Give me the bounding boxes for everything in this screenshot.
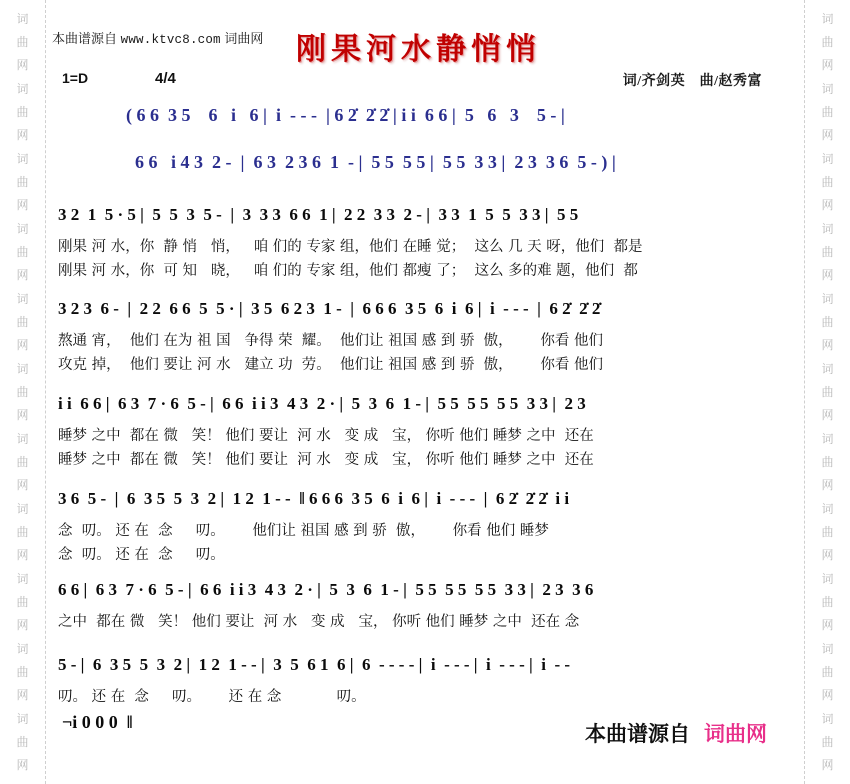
watermark-block bbox=[805, 358, 850, 426]
watermark-char: 网 bbox=[16, 197, 29, 212]
watermark-char: 词 bbox=[16, 82, 29, 96]
ending-measure: ¬i 0 0 0 ‖ bbox=[62, 712, 133, 732]
watermark-char: 网 bbox=[16, 337, 29, 352]
note-row: 5 - | 6 3 5 5 3 2 | 1 2 1 - - | 3 5 6 1 6 | 6 - - - - | i - - - | i - - - | i - - bbox=[58, 655, 571, 674]
footer-credit bbox=[585, 718, 767, 748]
watermark-char: 词 bbox=[821, 152, 834, 166]
watermark-char: 曲 bbox=[821, 244, 834, 259]
watermark-block bbox=[0, 218, 45, 286]
watermark-block bbox=[805, 568, 850, 636]
source-url-text: www.ktvc8.com bbox=[120, 33, 221, 47]
footer-brand: 词曲网 bbox=[704, 722, 767, 746]
watermark-char: 网 bbox=[821, 547, 834, 562]
watermark-char: 网 bbox=[821, 337, 834, 352]
watermark-char: 网 bbox=[16, 57, 29, 72]
time-signature: 4/4 bbox=[155, 70, 176, 87]
watermark-block bbox=[0, 708, 45, 776]
watermark-char: 曲 bbox=[16, 104, 29, 119]
watermark-block bbox=[805, 78, 850, 146]
watermark-char: 曲 bbox=[16, 524, 29, 539]
watermark-char: 网 bbox=[821, 57, 834, 72]
watermark-block bbox=[0, 638, 45, 706]
watermark-char: 词 bbox=[821, 572, 834, 586]
watermark-block bbox=[0, 428, 45, 496]
lyric-row-verse1: 叨。 还 在 念 叨。 还 在 念 叨。 bbox=[58, 689, 366, 705]
watermark-rail-left bbox=[0, 0, 46, 784]
watermark-char: 网 bbox=[16, 617, 29, 632]
watermark-char: 曲 bbox=[16, 314, 29, 329]
watermark-char: 曲 bbox=[821, 594, 834, 609]
watermark-char: 曲 bbox=[821, 454, 834, 469]
lyric-row-verse1: 念 叨。 还 在 念 叨。 他们让 祖国 感 到 骄 傲， 你看 他们 睡梦 bbox=[58, 523, 549, 539]
watermark-block bbox=[0, 568, 45, 636]
footer-text: 本曲谱源自 bbox=[585, 722, 690, 746]
watermark-char: 网 bbox=[16, 547, 29, 562]
watermark-block bbox=[805, 638, 850, 706]
watermark-char: 曲 bbox=[821, 174, 834, 189]
watermark-char: 曲 bbox=[16, 734, 29, 749]
lyric-row-verse1: 刚果 河 水，你 静 悄 悄， 咱 们的 专家 组，他们 在睡 觉； 这么 几 天 呀，他们 都是 bbox=[58, 239, 643, 255]
watermark-char: 曲 bbox=[16, 664, 29, 679]
watermark-block bbox=[805, 148, 850, 216]
source-site-text: 词曲网 bbox=[224, 31, 264, 46]
note-row: 6 6 | 6 3 7 · 6 5 - | 6 6 i i 3 4 3 2 · | 5 3 6 1 - | 5 5 5 5 5 5 3 3 | 2 3 3 6 bbox=[58, 580, 594, 599]
watermark-char: 词 bbox=[16, 292, 29, 306]
watermark-block bbox=[805, 288, 850, 356]
watermark-char: 曲 bbox=[821, 104, 834, 119]
watermark-char: 词 bbox=[16, 572, 29, 586]
watermark-block bbox=[805, 218, 850, 286]
watermark-char: 网 bbox=[821, 267, 834, 282]
watermark-char: 网 bbox=[821, 687, 834, 702]
source-prefix-text: 本曲谱源自 bbox=[52, 31, 118, 46]
watermark-block bbox=[0, 358, 45, 426]
note-row: 3 2 1 5 · 5 | 5 5 3 5 - | 3 3 3 6 6 1 | 2 2 3 3 2 - | 3 3 1 5 5 3 3 | 5 5 bbox=[58, 205, 579, 224]
watermark-char: 网 bbox=[16, 407, 29, 422]
watermark-char: 词 bbox=[16, 502, 29, 516]
watermark-char: 曲 bbox=[821, 524, 834, 539]
watermark-char: 网 bbox=[821, 617, 834, 632]
watermark-block bbox=[805, 498, 850, 566]
watermark-block bbox=[805, 428, 850, 496]
watermark-char: 曲 bbox=[821, 664, 834, 679]
note-row: 3 2 3 6 - | 2 2 6 6 5 5 · | 3 5 6 2 3 1 - | 6 6 6 3 5 6 i 6 | i - - - | 6 2̇ 2̇ 2̇ bbox=[58, 299, 601, 318]
lyric-row-verse1: 睡梦 之中 都在 微 笑！ 他们 要让 河 水 变 成 宝， 你听 他们 睡梦 之中 还在 bbox=[58, 428, 594, 444]
watermark-char: 词 bbox=[16, 222, 29, 236]
watermark-char: 网 bbox=[16, 267, 29, 282]
watermark-char: 词 bbox=[16, 432, 29, 446]
watermark-char: 曲 bbox=[821, 314, 834, 329]
key-signature: 1=D bbox=[62, 70, 89, 86]
watermark-char: 词 bbox=[16, 152, 29, 166]
watermark-char: 网 bbox=[16, 687, 29, 702]
watermark-block bbox=[0, 148, 45, 216]
watermark-char: 曲 bbox=[16, 34, 29, 49]
lyric-row-verse1: 之中 都在 微 笑！ 他们 要让 河 水 变 成 宝， 你听 他们 睡梦 之中 还在 念 bbox=[58, 614, 580, 630]
watermark-char: 网 bbox=[16, 127, 29, 142]
watermark-block bbox=[805, 8, 850, 76]
watermark-char: 网 bbox=[821, 757, 834, 772]
watermark-char: 词 bbox=[821, 292, 834, 306]
watermark-char: 词 bbox=[821, 502, 834, 516]
lyric-row-verse2: 睡梦 之中 都在 微 笑！ 他们 要让 河 水 变 成 宝， 你听 他们 睡梦 之中 还在 bbox=[58, 452, 594, 468]
watermark-char: 词 bbox=[16, 362, 29, 376]
note-row: 6 6 i 4 3 2 - | 6 3 2 3 6 1 - | 5 5 5 5 | 5 5 3 3 | 2 3 3 6 5 - ) | bbox=[126, 152, 616, 172]
watermark-char: 词 bbox=[16, 12, 29, 26]
watermark-char: 词 bbox=[821, 82, 834, 96]
watermark-block bbox=[805, 708, 850, 776]
watermark-char: 曲 bbox=[16, 174, 29, 189]
watermark-char: 词 bbox=[821, 642, 834, 656]
lyric-row-verse2: 刚果 河 水，你 可 知 晓， 咱 们的 专家 组，他们 都瘦 了； 这么 多的难 题，他们 都 bbox=[58, 263, 638, 279]
page-title: 刚果河水静悄悄 bbox=[296, 32, 541, 67]
watermark-char: 曲 bbox=[16, 454, 29, 469]
watermark-char: 曲 bbox=[821, 734, 834, 749]
watermark-block bbox=[0, 8, 45, 76]
watermark-char: 曲 bbox=[821, 384, 834, 399]
watermark-char: 词 bbox=[16, 642, 29, 656]
watermark-char: 词 bbox=[821, 222, 834, 236]
watermark-char: 曲 bbox=[16, 384, 29, 399]
watermark-char: 词 bbox=[821, 362, 834, 376]
note-row: i i 6 6 | 6 3 7 · 6 5 - | 6 6 i i 3 4 3 2 · | 5 3 6 1 - | 5 5 5 5 5 5 3 3 | 2 3 bbox=[58, 394, 586, 413]
watermark-char: 网 bbox=[16, 477, 29, 492]
watermark-char: 词 bbox=[821, 712, 834, 726]
watermark-char: 网 bbox=[821, 407, 834, 422]
watermark-block bbox=[0, 498, 45, 566]
note-row: 3 6 5 - | 6 3 5 5 3 2 | 1 2 1 - - ‖ 6 6 6 3 5 6 i 6 | i - - - | 6 2̇ 2̇ 2̇ i i bbox=[58, 489, 570, 508]
watermark-char: 网 bbox=[821, 477, 834, 492]
lyric-row-verse1: 熬通 宵， 他们 在为 祖 国 争得 荣 耀。 他们让 祖国 感 到 骄 傲， 你看 他们 bbox=[58, 333, 603, 349]
credits-line: 词/齐剑英 曲/赵秀富 bbox=[622, 74, 762, 89]
watermark-block bbox=[0, 288, 45, 356]
source-credit-line bbox=[52, 28, 263, 47]
lyric-row-verse2: 念 叨。 还 在 念 叨。 bbox=[58, 547, 225, 563]
lyric-row-verse2: 攻克 掉， 他们 要让 河 水 建立 功 劳。 他们让 祖国 感 到 骄 傲， 你看 他们 bbox=[58, 357, 603, 373]
watermark-char: 网 bbox=[821, 197, 834, 212]
note-row: ( 6 6 3 5 6 i 6 | i - - - | 6 2̇ 2̇ 2̇ | i i 6 6 | 5 6 3 5 - | bbox=[126, 105, 565, 125]
watermark-char: 曲 bbox=[821, 34, 834, 49]
watermark-char: 曲 bbox=[16, 594, 29, 609]
watermark-rail-right bbox=[804, 0, 850, 784]
watermark-char: 词 bbox=[16, 712, 29, 726]
watermark-char: 网 bbox=[16, 757, 29, 772]
watermark-block bbox=[0, 78, 45, 146]
watermark-char: 词 bbox=[821, 12, 834, 26]
watermark-char: 曲 bbox=[16, 244, 29, 259]
watermark-char: 词 bbox=[821, 432, 834, 446]
watermark-char: 网 bbox=[821, 127, 834, 142]
